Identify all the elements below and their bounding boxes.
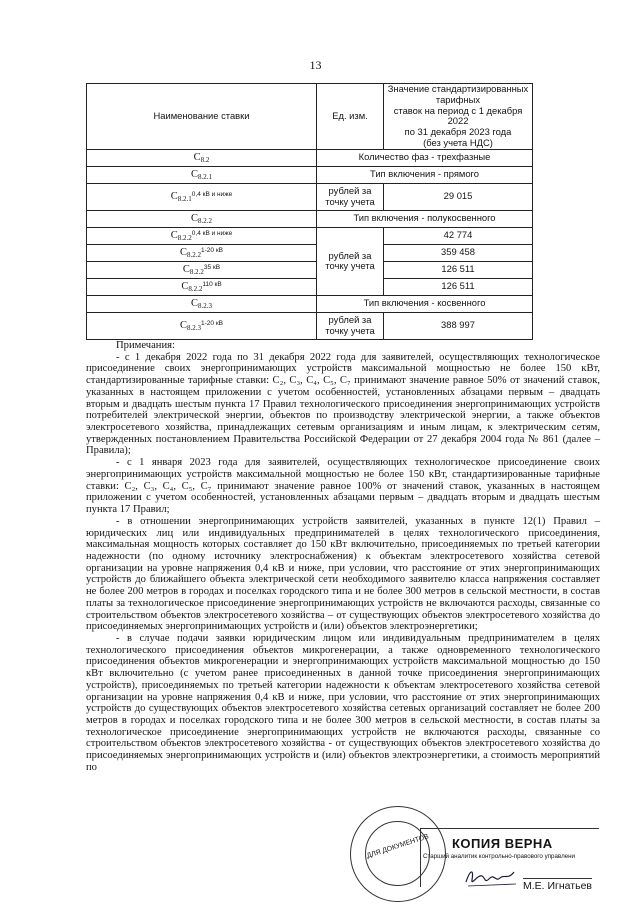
table-row bbox=[87, 227, 533, 244]
rate-letter: С bbox=[170, 190, 178, 202]
table-row bbox=[87, 295, 533, 312]
unit-cell bbox=[317, 312, 384, 339]
voltage-level: 35 кВ bbox=[203, 263, 221, 271]
rate-code bbox=[87, 295, 317, 312]
rate-code bbox=[87, 149, 317, 166]
note-paragraph: - с 1 января 2023 года для заявителей, осуществляющих технологическое присоединение своих энергопринимающих устройств максимальной мощностью не более 150 кВт, стандартизированные тарифные ставки: С₂, С₃, С₄, С₅, С₇ принимают значение равное 100% от значений ставок, указанных в настоящем приложении с учетом особенностей, установленных абзацами первым – двадцать вторым и двадцать шестым пункта 17 Правил; bbox=[86, 457, 600, 516]
table-row bbox=[87, 278, 533, 295]
rate-code bbox=[87, 312, 317, 339]
rate-index: 8.2.1 bbox=[177, 194, 192, 203]
page-number: 13 bbox=[309, 58, 322, 72]
handwritten-signature bbox=[462, 864, 522, 890]
rate-index: 8.2.2 bbox=[189, 267, 204, 276]
rate-code bbox=[87, 261, 317, 278]
voltage-level: 0,4 кВ и ниже bbox=[191, 190, 233, 198]
rate-index: 8.2.3 bbox=[187, 323, 201, 332]
rate-letter: С bbox=[182, 263, 190, 275]
table-row bbox=[87, 244, 533, 261]
certifier-name: М.Е. Игнатьев bbox=[523, 880, 592, 892]
unit-line: рублей за bbox=[328, 185, 372, 197]
header-rate-name: Наименование ставки bbox=[87, 84, 317, 150]
value-cell: 29 015 bbox=[384, 183, 533, 210]
table-row bbox=[87, 210, 533, 227]
value-cell: 359 458 bbox=[384, 244, 533, 261]
certifier-position: Старший аналитик контрольно-правового управлени bbox=[423, 853, 575, 860]
value-cell: 126 511 bbox=[384, 278, 533, 295]
rate-letter: С bbox=[170, 229, 178, 241]
rate-letter: С bbox=[190, 212, 198, 224]
header-value bbox=[384, 84, 533, 150]
rate-code bbox=[87, 210, 317, 227]
rate-code bbox=[87, 244, 317, 261]
voltage-level: 1-20 кВ bbox=[201, 319, 223, 327]
rate-index: 8.2 bbox=[200, 155, 210, 164]
note-paragraph: - в случае подачи заявки юридическим лицом или индивидуальным предпринимателем в целях технологического присоединения объектов микрогенерации, а также одновременного технологического присоединения объектов микрогенерации и энергопринимающих устройств максимальной мощностью до 150 кВт включительно (с учетом ранее присоединенных в данной точке присоединения энергопринимающих устройств), присоединяемых по третьей категории надежности к объектам электросетевого хозяйства сетевой организации на уровне напряжения 0,4 кВ и ниже, при условии, что расстояние от этих энергопринимающих устройств до существующих объектов электросетевого хозяйства сетевых организаций составляет не более 200 метров в городах и поселках городского типа и не более 300 метров в сельской местности, в состав платы за технологическое присоединение энергопринимающих устройств не включаются расходы, связанные со строительством объектов электросетевого хозяйства - от существующих объектов электросетевого хозяйства до присоединяемых энергопринимающих устройств и (или) объектов электроэнергетики, а стоимость мероприятий по bbox=[86, 632, 600, 773]
header-unit: Ед. изм. bbox=[317, 84, 384, 150]
header-value-line: ставок на период с 1 декабря 2022 bbox=[393, 104, 523, 127]
rate-code bbox=[87, 166, 317, 183]
notes-title: Примечания: bbox=[116, 340, 175, 351]
unit-cell bbox=[317, 183, 384, 210]
rate-index: 8.2.3 bbox=[198, 301, 212, 310]
note-paragraph: - в отношении энергопринимающих устройств заявителей, указанных в пункте 12(1) Правил – юридических лиц или индивидуальных предпринимателей в целях технологического присоединения, максимальная мощность которых составляет до 150 кВт включительно, присоединяемых по третьей категории надежности (по одному источнику электроснабжения) к объектам электросетевого хозяйства сетевой организации на уровне напряжения 0,4 кВ и ниже, при условии, что расстояние от этих энергопринимающих устройств до ближайшего объекта электрической сети необходимого заявителю класса напряжения составляет не более 200 метров в городах и поселках городского типа и не более 300 метров в сельской местности, в состав платы за технологическое присоединение энергопринимающих устройств не включаются расходы, связанные со строительством объектов электросетевого хозяйства – от существующих объектов электросетевого хозяйства до присоединяемых энергопринимающих устройств и (или) объектов электроэнергетики; bbox=[86, 515, 600, 633]
header-value-line: (без учета НДС) bbox=[423, 137, 493, 149]
table-row bbox=[87, 183, 533, 210]
table-row bbox=[87, 261, 533, 278]
rate-letter: С bbox=[179, 246, 187, 258]
tariff-rates-table bbox=[86, 83, 533, 340]
table-row bbox=[87, 149, 533, 166]
unit-cell bbox=[317, 227, 384, 295]
header-value-line: по 31 декабря 2023 года bbox=[404, 126, 512, 138]
unit-line: точку учета bbox=[325, 324, 375, 336]
rate-code bbox=[87, 183, 317, 210]
unit-line: точку учета bbox=[325, 260, 375, 272]
rate-index: 8.2.2 bbox=[177, 233, 192, 242]
rate-code bbox=[87, 227, 317, 244]
rate-letter: С bbox=[179, 319, 187, 331]
note-paragraph: - с 1 декабря 2022 года по 31 декабря 2022 года для заявителей, осуществляющих технологическое присоединение своих энергопринимающих устройств максимальной мощностью не более 150 кВт, стандартизированные тарифные ставки: С₂, С₃, С₄, С₅, С₇ принимают значение равное 50% от значений ставок, указанных в настоящем приложении с учетом особенностей, установленных абзацами первым – двадцать вторым и двадцать шестым пункта 17 Правил технологического присоединения энергопринимающих устройств потребителей электрической энергии, объектов по производству электрической энергии, а также объектов электросетевого хозяйства, принадлежащих сетевым организациям и иным лицам, к электрическим сетям, утвержденных постановлением Правительства Российской Федерации от 27 декабря 2004 года № 861 (далее – Правила); bbox=[86, 351, 600, 457]
rate-index: 8.2.2 bbox=[188, 284, 203, 293]
rate-letter: С bbox=[181, 280, 189, 292]
header-value-line: Значение стандартизированных тарифных bbox=[387, 83, 529, 105]
voltage-level: 1-20 кВ bbox=[201, 246, 223, 254]
table-row bbox=[87, 166, 533, 183]
rate-index: 8.2.2 bbox=[198, 216, 212, 225]
value-cell: 126 511 bbox=[384, 261, 533, 278]
rate-index: 8.2.2 bbox=[187, 250, 201, 259]
rate-letter: С bbox=[190, 297, 198, 309]
table-header-row bbox=[87, 84, 533, 150]
voltage-level: 110 кВ bbox=[202, 280, 222, 288]
unit-line: рублей за bbox=[328, 314, 372, 326]
voltage-level: 0,4 кВ и ниже bbox=[191, 229, 233, 237]
certification-title: КОПИЯ ВЕРНА bbox=[452, 836, 553, 851]
seal-text: ДЛЯ ДОКУМЕНТОВ bbox=[365, 833, 430, 860]
value-cell: 42 774 bbox=[384, 227, 533, 244]
row-group-label: Тип включения - прямого bbox=[317, 166, 533, 183]
rate-letter: С bbox=[190, 168, 198, 180]
unit-line: рублей за bbox=[328, 249, 372, 261]
row-group-label: Тип включения - косвенного bbox=[317, 295, 533, 312]
notes-section bbox=[86, 340, 600, 774]
row-group-label: Количество фаз - трехфазные bbox=[317, 149, 533, 166]
rate-code bbox=[87, 278, 317, 295]
value-cell: 388 997 bbox=[384, 312, 533, 339]
unit-line: точку учета bbox=[325, 195, 375, 207]
rate-index: 8.2.1 bbox=[198, 172, 212, 181]
rate-letter: С bbox=[193, 151, 201, 163]
table-row bbox=[87, 312, 533, 339]
row-group-label: Тип включения - полукосвенного bbox=[317, 210, 533, 227]
